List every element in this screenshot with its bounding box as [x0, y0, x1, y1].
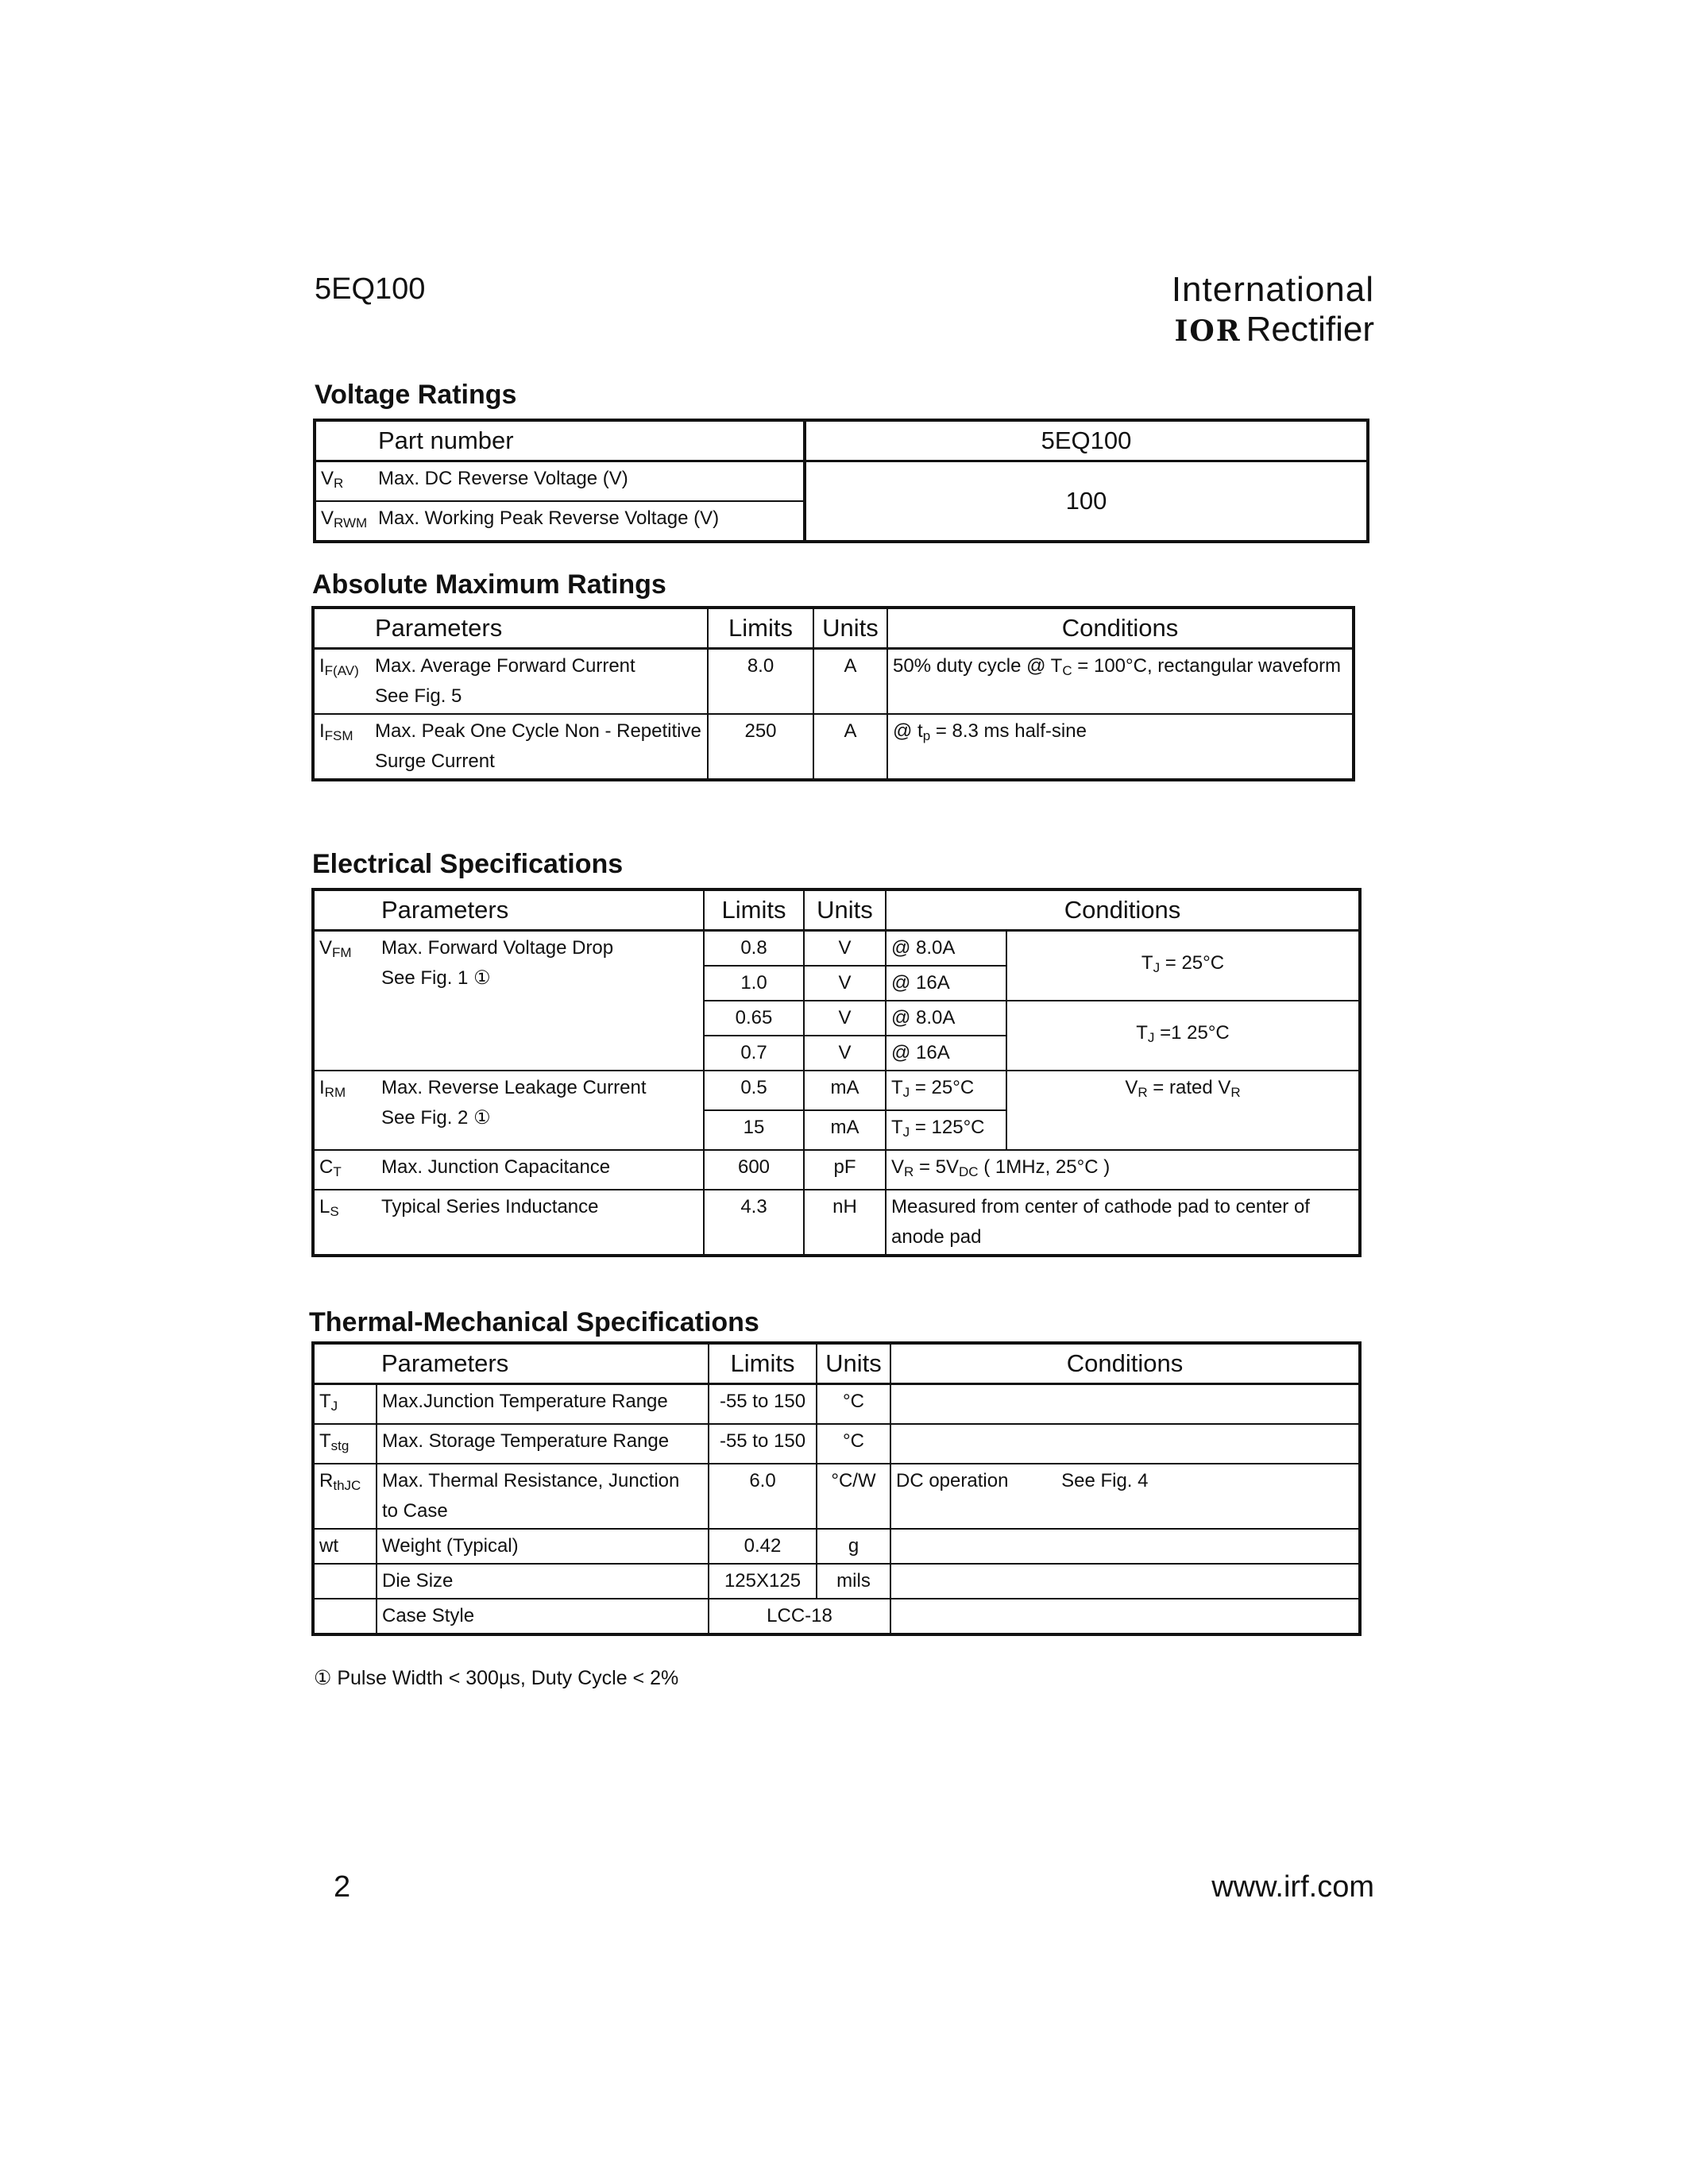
voltage-ratings-title: Voltage Ratings [315, 380, 517, 410]
part-number-header: 5EQ100 [315, 272, 426, 306]
desc-vrwm: Max. Working Peak Reverse Voltage (V) [373, 501, 805, 542]
symbol-ls: $L_S$ [313, 1190, 377, 1256]
cond-irm-2: $T_J = 125^\circ C$ [886, 1110, 1006, 1150]
header-limits: Limits [709, 1343, 817, 1384]
cond-vfm-2: @ 16A [886, 966, 1006, 1001]
cond-rthjc: DC operation See Fig. 4 [890, 1464, 1360, 1529]
symbol-ct: $C_T$ [313, 1150, 377, 1190]
header-conditions: Conditions [887, 608, 1354, 649]
desc-tstg: Max. Storage Temperature Range [377, 1424, 709, 1464]
desc-ifav: Max. Average Forward Current See Fig. 5 [370, 649, 708, 715]
voltage-value: 100 [805, 461, 1368, 542]
symbol-ifsm: $I_{FSM}$ [313, 714, 370, 780]
limit-irm-2: 15 [704, 1110, 804, 1150]
cond-tj-25: $T_J = 25^\circ C$ [1006, 931, 1360, 1001]
header-limits: Limits [708, 608, 813, 649]
desc-vr: Max. DC Reverse Voltage (V) [373, 461, 805, 502]
limit-die-size: 125X125 [709, 1564, 817, 1599]
cond-ls: Measured from center of cathode pad to center of anode pad [886, 1190, 1360, 1256]
desc-case-style: Case Style [377, 1599, 709, 1634]
website-url: www.irf.com [1211, 1870, 1374, 1904]
cond-vfm-4: @ 16A [886, 1036, 1006, 1071]
limit-ifsm: 250 [708, 714, 813, 780]
desc-die-size: Die Size [377, 1564, 709, 1599]
absmax-table [311, 606, 1355, 781]
header-units: Units [804, 889, 886, 931]
desc-wt: Weight (Typical) [377, 1529, 709, 1564]
cond-tj [890, 1384, 1360, 1425]
header-parameters: Parameters [377, 1343, 709, 1384]
cond-vfm-1: @ 8.0A [886, 931, 1006, 967]
thermal-title: Thermal-Mechanical Specifications [309, 1307, 759, 1337]
symbol-tstg: $T_{stg}$ [313, 1424, 377, 1464]
limit-rthjc: 6.0 [709, 1464, 817, 1529]
symbol-wt: wt [313, 1529, 377, 1564]
symbol-ifav: $I_{F(AV)}$ [313, 649, 370, 715]
logo-line-2: IOR Rectifier [1174, 310, 1374, 349]
symbol-vfm: $V_{FM}$ [313, 931, 377, 1071]
header-parameters: Parameters [370, 608, 708, 649]
limit-wt: 0.42 [709, 1529, 817, 1564]
desc-vfm: Max. Forward Voltage Drop See Fig. 1 ① [377, 931, 704, 1071]
header-units: Units [817, 1343, 890, 1384]
unit-tj: °C [817, 1384, 890, 1425]
cond-tstg [890, 1424, 1360, 1464]
electrical-table [311, 888, 1362, 1257]
page-number: 2 [334, 1870, 351, 1904]
unit-vfm-1: V [804, 931, 886, 967]
desc-ct: Max. Junction Capacitance [377, 1150, 704, 1190]
limit-vfm-2: 1.0 [704, 966, 804, 1001]
header-parameters: Parameters [377, 889, 704, 931]
header-conditions: Conditions [886, 889, 1360, 931]
unit-ifsm: A [813, 714, 887, 780]
symbol-rthjc: $R_{thJC}$ [313, 1464, 377, 1529]
limit-irm-1: 0.5 [704, 1071, 804, 1110]
header-limits: Limits [704, 889, 804, 931]
limit-vfm-3: 0.65 [704, 1001, 804, 1036]
desc-rthjc: Max. Thermal Resistance, Junction to Case [377, 1464, 709, 1529]
unit-vfm-3: V [804, 1001, 886, 1036]
desc-ifsm: Max. Peak One Cycle Non - Repetitive Surge Current [370, 714, 708, 780]
unit-tstg: °C [817, 1424, 890, 1464]
unit-rthjc: °C/W [817, 1464, 890, 1529]
symbol-vr: $V_R$ [315, 461, 373, 502]
unit-ct: pF [804, 1150, 886, 1190]
unit-irm-2: mA [804, 1110, 886, 1150]
cond-ifav: 50% duty cycle @ $T_C = 100^\circ C$, rectangular waveform [887, 649, 1354, 715]
limit-vfm-1: 0.8 [704, 931, 804, 967]
limit-ifav: 8.0 [708, 649, 813, 715]
header-part-value: 5EQ100 [805, 420, 1368, 461]
symbol-vrwm: $V_{RWM}$ [315, 501, 373, 542]
cond-wt [890, 1529, 1360, 1564]
electrical-title: Electrical Specifications [312, 849, 624, 879]
header-conditions: Conditions [890, 1343, 1360, 1384]
symbol-irm: $I_{RM}$ [313, 1071, 377, 1150]
logo-line-1: International [1171, 270, 1374, 309]
desc-ls: Typical Series Inductance [377, 1190, 704, 1256]
unit-vfm-4: V [804, 1036, 886, 1071]
limit-tstg: -55 to 150 [709, 1424, 817, 1464]
footnote: ① Pulse Width < 300µs, Duty Cycle < 2% [314, 1667, 679, 1689]
absmax-title: Absolute Maximum Ratings [312, 569, 666, 600]
desc-tj: Max.Junction Temperature Range [377, 1384, 709, 1425]
voltage-ratings-table [313, 419, 1369, 543]
thermal-table [311, 1341, 1362, 1636]
unit-die-size: mils [817, 1564, 890, 1599]
cond-tj-125: $T_J =1$ 25°C [1006, 1001, 1360, 1071]
cond-ifsm: @ $t_p = 8.3$ ms half-sine [887, 714, 1354, 780]
cond-irm-1: $T_J = 25^\circ C$ [886, 1071, 1006, 1110]
unit-vfm-2: V [804, 966, 886, 1001]
cond-ct: $V_R = 5V_{DC}$ ( 1MHz, 25°C ) [886, 1150, 1360, 1190]
unit-ls: nH [804, 1190, 886, 1256]
value-case-style: LCC-18 [709, 1599, 890, 1634]
unit-irm-1: mA [804, 1071, 886, 1110]
company-logo [1112, 270, 1374, 351]
limit-vfm-4: 0.7 [704, 1036, 804, 1071]
unit-wt: g [817, 1529, 890, 1564]
limit-tj: -55 to 150 [709, 1384, 817, 1425]
header-part-number: Part number [373, 420, 805, 461]
header-units: Units [813, 608, 887, 649]
desc-irm: Max. Reverse Leakage Current See Fig. 2 ① [377, 1071, 704, 1150]
cond-die-size [890, 1564, 1360, 1599]
limit-ls: 4.3 [704, 1190, 804, 1256]
cond-vr-rated: $V_R$ = rated $V_R$ [1006, 1071, 1360, 1110]
unit-ifav: A [813, 649, 887, 715]
limit-ct: 600 [704, 1150, 804, 1190]
ior-logo-mark: IOR [1174, 314, 1242, 348]
cond-vfm-3: @ 8.0A [886, 1001, 1006, 1036]
symbol-tj: $T_J$ [313, 1384, 377, 1425]
